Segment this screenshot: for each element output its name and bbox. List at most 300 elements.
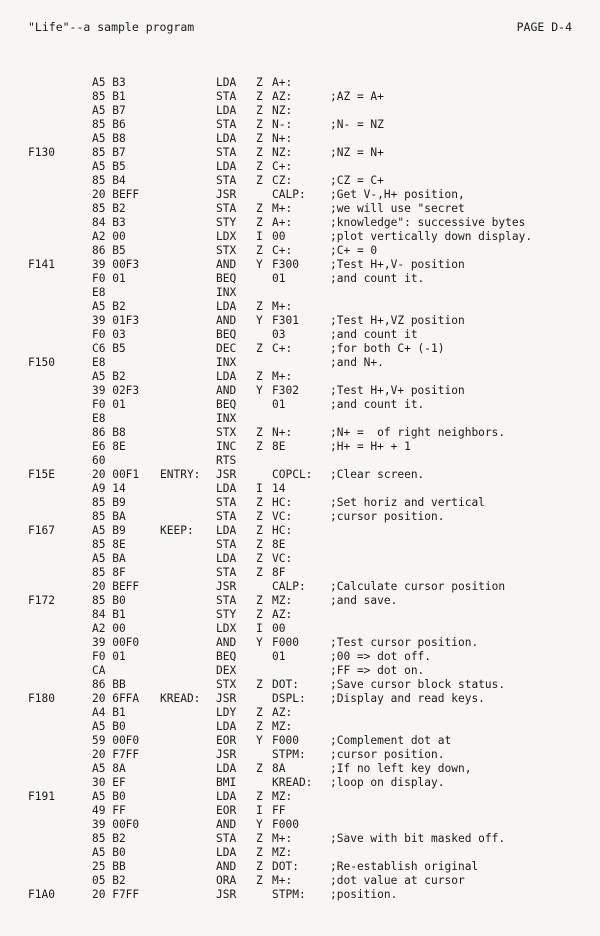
operand: 14 — [272, 482, 286, 495]
object-bytes: C6 B5 — [92, 342, 126, 355]
opcode: INX — [216, 356, 237, 369]
comment: ;plot vertically down display. — [330, 230, 533, 243]
opcode: STY — [216, 216, 237, 229]
listing-line — [0, 608, 600, 622]
comment: ;FF => dot on. — [330, 664, 425, 677]
addressing-mode: Z — [256, 244, 263, 257]
comment: ;Calculate cursor position — [330, 580, 506, 593]
listing-line — [0, 552, 600, 566]
opcode: DEX — [216, 664, 237, 677]
listing-line — [0, 734, 600, 748]
opcode: STA — [216, 174, 237, 187]
listing-line — [0, 790, 600, 804]
operand: CZ: — [272, 174, 293, 187]
listing-line — [0, 566, 600, 580]
addressing-mode: I — [256, 230, 263, 243]
listing-line — [0, 482, 600, 496]
comment: ;Set horiz and vertical — [330, 496, 485, 509]
object-bytes: 30 EF — [92, 776, 126, 789]
comment: ;Re-establish original — [330, 860, 479, 873]
listing-line — [0, 440, 600, 454]
label: KEEP: — [160, 524, 194, 537]
listing-line — [0, 580, 600, 594]
listing-line — [0, 356, 600, 370]
object-bytes: 85 B6 — [92, 118, 126, 131]
object-bytes: 86 B8 — [92, 426, 126, 439]
opcode: INX — [216, 412, 237, 425]
comment: ;dot value at cursor — [330, 874, 465, 887]
opcode: LDX — [216, 230, 237, 243]
object-bytes: 39 00F0 — [92, 818, 140, 831]
listing-line — [0, 692, 600, 706]
opcode: JSR — [216, 692, 237, 705]
object-bytes: 20 F7FF — [92, 888, 140, 901]
object-bytes: A5 B2 — [92, 370, 126, 383]
addressing-mode: Z — [256, 216, 263, 229]
object-bytes: 59 00F0 — [92, 734, 140, 747]
addressing-mode: Z — [256, 132, 263, 145]
object-bytes: 20 F7FF — [92, 748, 140, 761]
object-bytes: F0 03 — [92, 328, 126, 341]
listing-line — [0, 538, 600, 552]
object-bytes: 20 6FFA — [92, 692, 140, 705]
opcode: AND — [216, 314, 237, 327]
comment: ;Display and read keys. — [330, 692, 485, 705]
listing-line — [0, 342, 600, 356]
listing-line — [0, 818, 600, 832]
object-bytes: E6 8E — [92, 440, 126, 453]
addressing-mode: Z — [256, 832, 263, 845]
comment: ;Save cursor block status. — [330, 678, 506, 691]
object-bytes: 25 BB — [92, 860, 126, 873]
object-bytes: F0 01 — [92, 272, 126, 285]
operand: DOT: — [272, 860, 299, 873]
object-bytes: 39 01F3 — [92, 314, 140, 327]
addressing-mode: Z — [256, 90, 263, 103]
listing-line — [0, 258, 600, 272]
operand: 00 — [272, 230, 286, 243]
address: F150 — [28, 356, 55, 369]
comment: ;00 => dot off. — [330, 650, 432, 663]
addressing-mode: Y — [256, 734, 263, 747]
addressing-mode: Z — [256, 566, 263, 579]
opcode: LDA — [216, 552, 237, 565]
address: F191 — [28, 790, 55, 803]
operand: C+: — [272, 160, 293, 173]
opcode: DEC — [216, 342, 237, 355]
comment: ;Clear screen. — [330, 468, 425, 481]
listing-line — [0, 104, 600, 118]
addressing-mode: I — [256, 622, 263, 635]
object-bytes: F0 01 — [92, 650, 126, 663]
opcode: LDX — [216, 622, 237, 635]
comment: ;N- = NZ — [330, 118, 384, 131]
addressing-mode: Z — [256, 426, 263, 439]
operand: 00 — [272, 622, 286, 635]
listing-line — [0, 832, 600, 846]
opcode: LDA — [216, 762, 237, 775]
listing-line — [0, 286, 600, 300]
opcode: STA — [216, 510, 237, 523]
object-bytes: E8 — [92, 412, 106, 425]
opcode: ORA — [216, 874, 237, 887]
object-bytes: 85 B0 — [92, 594, 126, 607]
operand: HC: — [272, 524, 293, 537]
listing-line — [0, 272, 600, 286]
comment: ;position. — [330, 888, 398, 901]
addressing-mode: Z — [256, 202, 263, 215]
addressing-mode: Z — [256, 496, 263, 509]
object-bytes: A5 BA — [92, 552, 126, 565]
listing-line — [0, 426, 600, 440]
comment: ;Test cursor position. — [330, 636, 479, 649]
opcode: LDA — [216, 846, 237, 859]
opcode: STA — [216, 202, 237, 215]
operand: 8E — [272, 440, 286, 453]
operand: F000 — [272, 636, 299, 649]
comment: ;we will use "secret — [330, 202, 465, 215]
operand: C+: — [272, 244, 293, 257]
opcode: STA — [216, 832, 237, 845]
operand: 01 — [272, 650, 286, 663]
opcode: STA — [216, 538, 237, 551]
comment: ;Test H+,V- position — [330, 258, 465, 271]
operand: MZ: — [272, 790, 293, 803]
object-bytes: A5 B0 — [92, 790, 126, 803]
addressing-mode: Z — [256, 706, 263, 719]
addressing-mode: I — [256, 804, 263, 817]
operand: 01 — [272, 398, 286, 411]
listing-line — [0, 622, 600, 636]
addressing-mode: Z — [256, 608, 263, 621]
opcode: JSR — [216, 580, 237, 593]
opcode: STY — [216, 608, 237, 621]
address: F180 — [28, 692, 55, 705]
operand: CALP: — [272, 580, 306, 593]
addressing-mode: I — [256, 482, 263, 495]
object-bytes: 85 BA — [92, 510, 126, 523]
listing-line — [0, 874, 600, 888]
listing-line — [0, 328, 600, 342]
operand: M+: — [272, 874, 293, 887]
listing-line — [0, 762, 600, 776]
label: ENTRY: — [160, 468, 201, 481]
operand: AZ: — [272, 706, 293, 719]
comment: ;Complement dot at — [330, 734, 452, 747]
addressing-mode: Z — [256, 300, 263, 313]
object-bytes: A5 B3 — [92, 76, 126, 89]
address: F15E — [28, 468, 55, 481]
listing-line — [0, 146, 600, 160]
comment: ;Test H+,V+ position — [330, 384, 465, 397]
listing-line — [0, 524, 600, 538]
listing-line — [0, 678, 600, 692]
operand: F000 — [272, 734, 299, 747]
listing-line — [0, 412, 600, 426]
comment: ;and N+. — [330, 356, 384, 369]
addressing-mode: Z — [256, 118, 263, 131]
object-bytes: 39 00F3 — [92, 258, 140, 271]
operand: M+: — [272, 202, 293, 215]
opcode: LDY — [216, 706, 237, 719]
assembly-listing — [0, 76, 600, 902]
listing-line — [0, 510, 600, 524]
operand: DSPL: — [272, 692, 306, 705]
opcode: JSR — [216, 748, 237, 761]
listing-line — [0, 888, 600, 902]
opcode: BEQ — [216, 328, 237, 341]
comment: ;N+ = of right neighbors. — [330, 426, 506, 439]
operand: 8F — [272, 566, 286, 579]
object-bytes: 20 BEFF — [92, 188, 140, 201]
addressing-mode: Z — [256, 440, 263, 453]
object-bytes: 85 B7 — [92, 146, 126, 159]
listing-line — [0, 650, 600, 664]
listing-line — [0, 860, 600, 874]
addressing-mode: Y — [256, 636, 263, 649]
object-bytes: A5 B9 — [92, 524, 126, 537]
page-header — [28, 20, 572, 36]
object-bytes: 39 00F0 — [92, 636, 140, 649]
addressing-mode: Z — [256, 174, 263, 187]
object-bytes: 84 B3 — [92, 216, 126, 229]
comment: ;and count it. — [330, 398, 425, 411]
addressing-mode: Z — [256, 720, 263, 733]
listing-line — [0, 804, 600, 818]
opcode: STX — [216, 244, 237, 257]
comment: ;and save. — [330, 594, 398, 607]
listing-line — [0, 776, 600, 790]
opcode: LDA — [216, 370, 237, 383]
opcode: EOR — [216, 734, 237, 747]
opcode: BEQ — [216, 650, 237, 663]
object-bytes: E8 — [92, 286, 106, 299]
operand: F300 — [272, 258, 299, 271]
operand: A+: — [272, 76, 293, 89]
opcode: LDA — [216, 104, 237, 117]
operand: 01 — [272, 272, 286, 285]
listing-line — [0, 160, 600, 174]
addressing-mode: Y — [256, 258, 263, 271]
listing-line — [0, 216, 600, 230]
listing-line — [0, 90, 600, 104]
opcode: AND — [216, 258, 237, 271]
object-bytes: 86 B5 — [92, 244, 126, 257]
opcode: INX — [216, 286, 237, 299]
object-bytes: 85 8F — [92, 566, 126, 579]
opcode: JSR — [216, 188, 237, 201]
operand: DOT: — [272, 678, 299, 691]
comment: ;for both C+ (-1) — [330, 342, 445, 355]
listing-line — [0, 300, 600, 314]
operand: M+: — [272, 370, 293, 383]
object-bytes: A5 8A — [92, 762, 126, 775]
object-bytes: A5 B5 — [92, 160, 126, 173]
listing-line — [0, 202, 600, 216]
comment: ;If no left key down, — [330, 762, 472, 775]
operand: F301 — [272, 314, 299, 327]
addressing-mode: Y — [256, 818, 263, 831]
opcode: BMI — [216, 776, 237, 789]
addressing-mode: Z — [256, 160, 263, 173]
operand: KREAD: — [272, 776, 313, 789]
listing-line — [0, 664, 600, 678]
listing-line — [0, 496, 600, 510]
operand: M+: — [272, 832, 293, 845]
listing-line — [0, 846, 600, 860]
addressing-mode: Z — [256, 762, 263, 775]
comment: ;C+ = 0 — [330, 244, 378, 257]
object-bytes: 49 FF — [92, 804, 126, 817]
object-bytes: 20 BEFF — [92, 580, 140, 593]
address: F172 — [28, 594, 55, 607]
page-number: PAGE D-4 — [516, 20, 572, 34]
object-bytes: 85 B2 — [92, 202, 126, 215]
opcode: LDA — [216, 482, 237, 495]
object-bytes: A2 00 — [92, 622, 126, 635]
opcode: STA — [216, 90, 237, 103]
addressing-mode: Z — [256, 510, 263, 523]
listing-line — [0, 314, 600, 328]
opcode: LDA — [216, 720, 237, 733]
object-bytes: A5 B0 — [92, 846, 126, 859]
operand: VC: — [272, 510, 293, 523]
listing-line — [0, 188, 600, 202]
object-bytes: 20 00F1 — [92, 468, 140, 481]
object-bytes: A5 B7 — [92, 104, 126, 117]
addressing-mode: Z — [256, 594, 263, 607]
comment: ;Test H+,VZ position — [330, 314, 465, 327]
opcode: STA — [216, 566, 237, 579]
object-bytes: 85 B1 — [92, 90, 126, 103]
opcode: STX — [216, 426, 237, 439]
opcode: LDA — [216, 790, 237, 803]
object-bytes: A5 B2 — [92, 300, 126, 313]
object-bytes: A4 B1 — [92, 706, 126, 719]
addressing-mode: Z — [256, 370, 263, 383]
opcode: BEQ — [216, 272, 237, 285]
object-bytes: A5 B0 — [92, 720, 126, 733]
object-bytes: A2 00 — [92, 230, 126, 243]
opcode: JSR — [216, 888, 237, 901]
operand: N+: — [272, 426, 293, 439]
operand: MZ: — [272, 720, 293, 733]
operand: N-: — [272, 118, 293, 131]
document-title: "Life"--a sample program — [28, 20, 195, 34]
operand: MZ: — [272, 846, 293, 859]
listing-line — [0, 748, 600, 762]
object-bytes: 86 BB — [92, 678, 126, 691]
listing-line — [0, 720, 600, 734]
object-bytes: A5 B8 — [92, 132, 126, 145]
object-bytes: 85 8E — [92, 538, 126, 551]
addressing-mode: Z — [256, 104, 263, 117]
operand: F000 — [272, 818, 299, 831]
opcode: RTS — [216, 454, 237, 467]
addressing-mode: Z — [256, 342, 263, 355]
listing-line — [0, 636, 600, 650]
listing-line — [0, 244, 600, 258]
listing-line — [0, 398, 600, 412]
object-bytes: 85 B9 — [92, 496, 126, 509]
object-bytes: CA — [92, 664, 106, 677]
opcode: AND — [216, 860, 237, 873]
operand: STPM: — [272, 888, 306, 901]
addressing-mode: Z — [256, 790, 263, 803]
opcode: LDA — [216, 300, 237, 313]
comment: ;NZ = N+ — [330, 146, 384, 159]
operand: HC: — [272, 496, 293, 509]
address: F167 — [28, 524, 55, 537]
opcode: LDA — [216, 160, 237, 173]
operand: A+: — [272, 216, 293, 229]
addressing-mode: Y — [256, 314, 263, 327]
opcode: LDA — [216, 76, 237, 89]
comment: ;Get V-,H+ position, — [330, 188, 465, 201]
opcode: STA — [216, 118, 237, 131]
opcode: STX — [216, 678, 237, 691]
operand: CALP: — [272, 188, 306, 201]
addressing-mode: Z — [256, 524, 263, 537]
opcode: STA — [216, 146, 237, 159]
operand: 03 — [272, 328, 286, 341]
addressing-mode: Z — [256, 552, 263, 565]
listing-line — [0, 384, 600, 398]
operand: AZ: — [272, 608, 293, 621]
operand: COPCL: — [272, 468, 313, 481]
operand: FF — [272, 804, 286, 817]
addressing-mode: Z — [256, 538, 263, 551]
comment: ;AZ = A+ — [330, 90, 384, 103]
addressing-mode: Z — [256, 860, 263, 873]
operand: MZ: — [272, 594, 293, 607]
listing-line — [0, 594, 600, 608]
listing-line — [0, 468, 600, 482]
operand: N+: — [272, 132, 293, 145]
listing-line — [0, 174, 600, 188]
listing-line — [0, 370, 600, 384]
object-bytes: 84 B1 — [92, 608, 126, 621]
opcode: BEQ — [216, 398, 237, 411]
opcode: LDA — [216, 524, 237, 537]
comment: ;cursor position. — [330, 748, 445, 761]
addressing-mode: Z — [256, 846, 263, 859]
operand: C+: — [272, 342, 293, 355]
comment: ;and count it. — [330, 272, 425, 285]
comment: ;knowledge": successive bytes — [330, 216, 526, 229]
opcode: INC — [216, 440, 237, 453]
addressing-mode: Y — [256, 384, 263, 397]
listing-line — [0, 132, 600, 146]
operand: 8E — [272, 538, 286, 551]
comment: ;loop on display. — [330, 776, 445, 789]
operand: NZ: — [272, 146, 293, 159]
listing-line — [0, 76, 600, 90]
listing-line — [0, 118, 600, 132]
addressing-mode: Z — [256, 874, 263, 887]
listing-line — [0, 230, 600, 244]
comment: ;Save with bit masked off. — [330, 832, 506, 845]
object-bytes: 39 02F3 — [92, 384, 140, 397]
object-bytes: 60 — [92, 454, 106, 467]
address: F141 — [28, 258, 55, 271]
operand: F302 — [272, 384, 299, 397]
operand: STPM: — [272, 748, 306, 761]
opcode: STA — [216, 496, 237, 509]
object-bytes: 85 B2 — [92, 832, 126, 845]
operand: NZ: — [272, 104, 293, 117]
listing-line — [0, 454, 600, 468]
